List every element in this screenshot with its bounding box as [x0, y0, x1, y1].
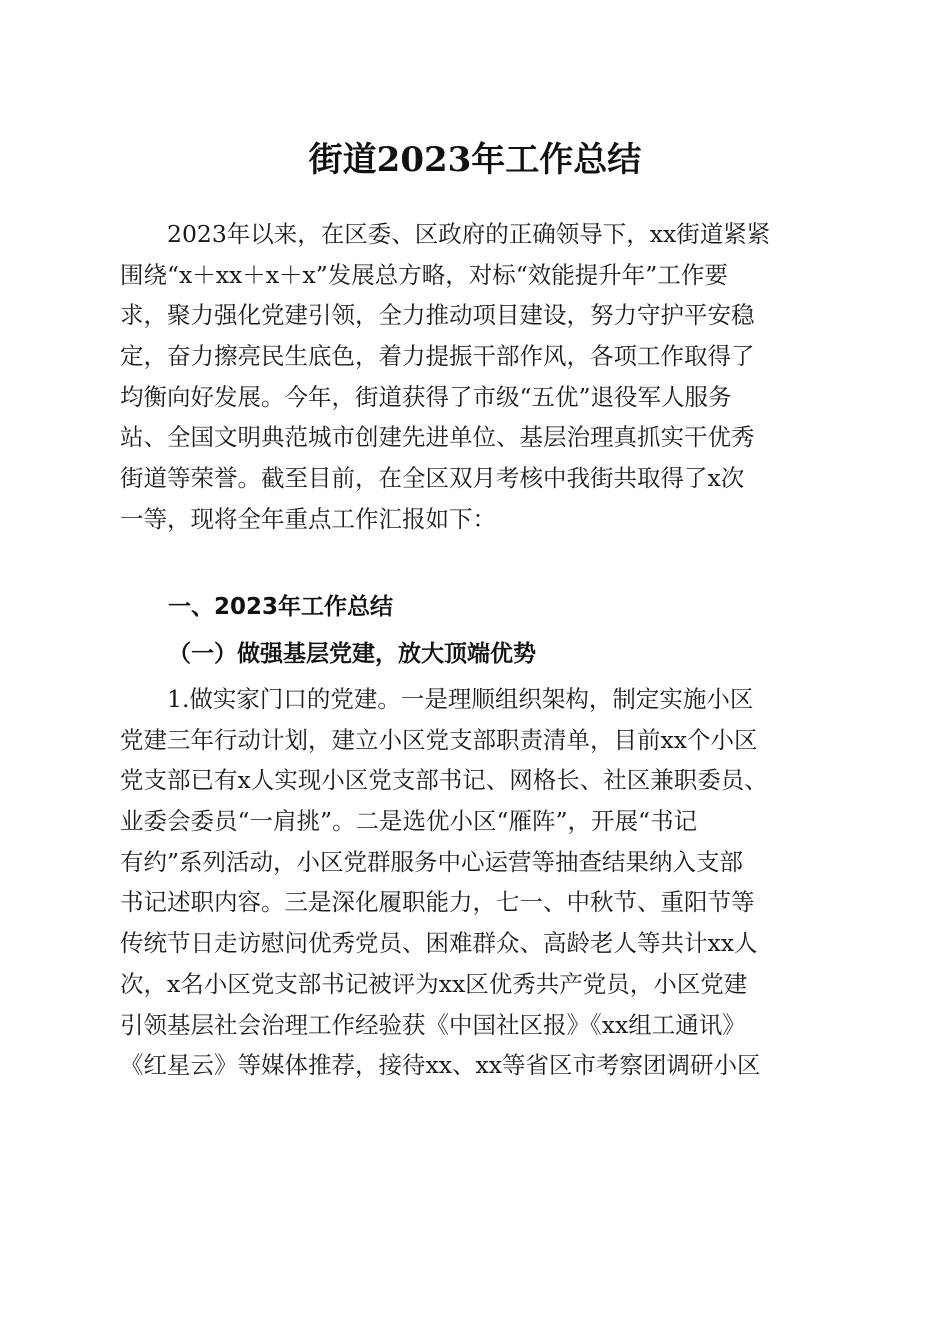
text-line: 传统节日走访慰问优秀党员、困难群众、高龄老人等共计xx人: [120, 929, 758, 958]
text-line: 引领基层社会治理工作经验获《中国社区报》《xx组工通讯》: [120, 1010, 746, 1039]
document-title: 街道2023年工作总结: [308, 140, 642, 180]
text-line: 党支部已有x人实现小区党支部书记、网格长、社区兼职委员、: [120, 766, 768, 795]
text-line: 求，聚力强化党建引领，全力推动项目建设，努力守护平安稳: [120, 301, 755, 330]
body-paragraph: [120, 679, 826, 1086]
text-line: 有约”系列活动，小区党群服务中心运营等抽查结果纳入支部: [120, 847, 744, 876]
intro-paragraph: [120, 214, 826, 540]
text-line: 1.做实家门口的党建。一是理顺组织架构，制定实施小区: [120, 685, 754, 713]
text-line: 业委会委员“一肩挑”。二是选优小区“雁阵”，开展“书记: [120, 807, 698, 836]
text-line: 书记述职内容。三是深化履职能力，七一、中秋节、重阳节等: [120, 888, 755, 917]
text-line: 定，奋力擦亮民生底色，着力提振干部作风，各项工作取得了: [120, 342, 755, 371]
text-line: 《红星云》等媒体推荐，接待xx、xx等省区市考察团调研小区: [120, 1051, 761, 1080]
text-line: 党建三年行动计划，建立小区党支部职责清单，目前xx个小区: [120, 725, 758, 754]
text-line: 一等，现将全年重点工作汇报如下：: [120, 504, 496, 533]
text-line: 均衡向好发展。今年，街道获得了市级“五优”退役军人服务: [120, 382, 732, 411]
text-line: 站、全国文明典范城市创建先进单位、基层治理真抓实干优秀: [120, 423, 755, 452]
text-line: 围绕“x＋xx＋x＋x”发展总方略，对标“效能提升年”工作要: [120, 260, 728, 289]
text-line: 街道等荣誉。截至目前，在全区双月考核中我街共取得了x次: [120, 464, 745, 493]
section-heading: 一、2023年工作总结: [168, 594, 394, 620]
text-line: 次，x名小区党支部书记被评为xx区优秀共产党员，小区党建: [120, 969, 748, 998]
text-line: 2023年以来，在区委、区政府的正确领导下，xx街道紧紧: [120, 220, 771, 248]
subsection-heading: （一）做强基层党建，放大顶端优势: [168, 640, 536, 667]
